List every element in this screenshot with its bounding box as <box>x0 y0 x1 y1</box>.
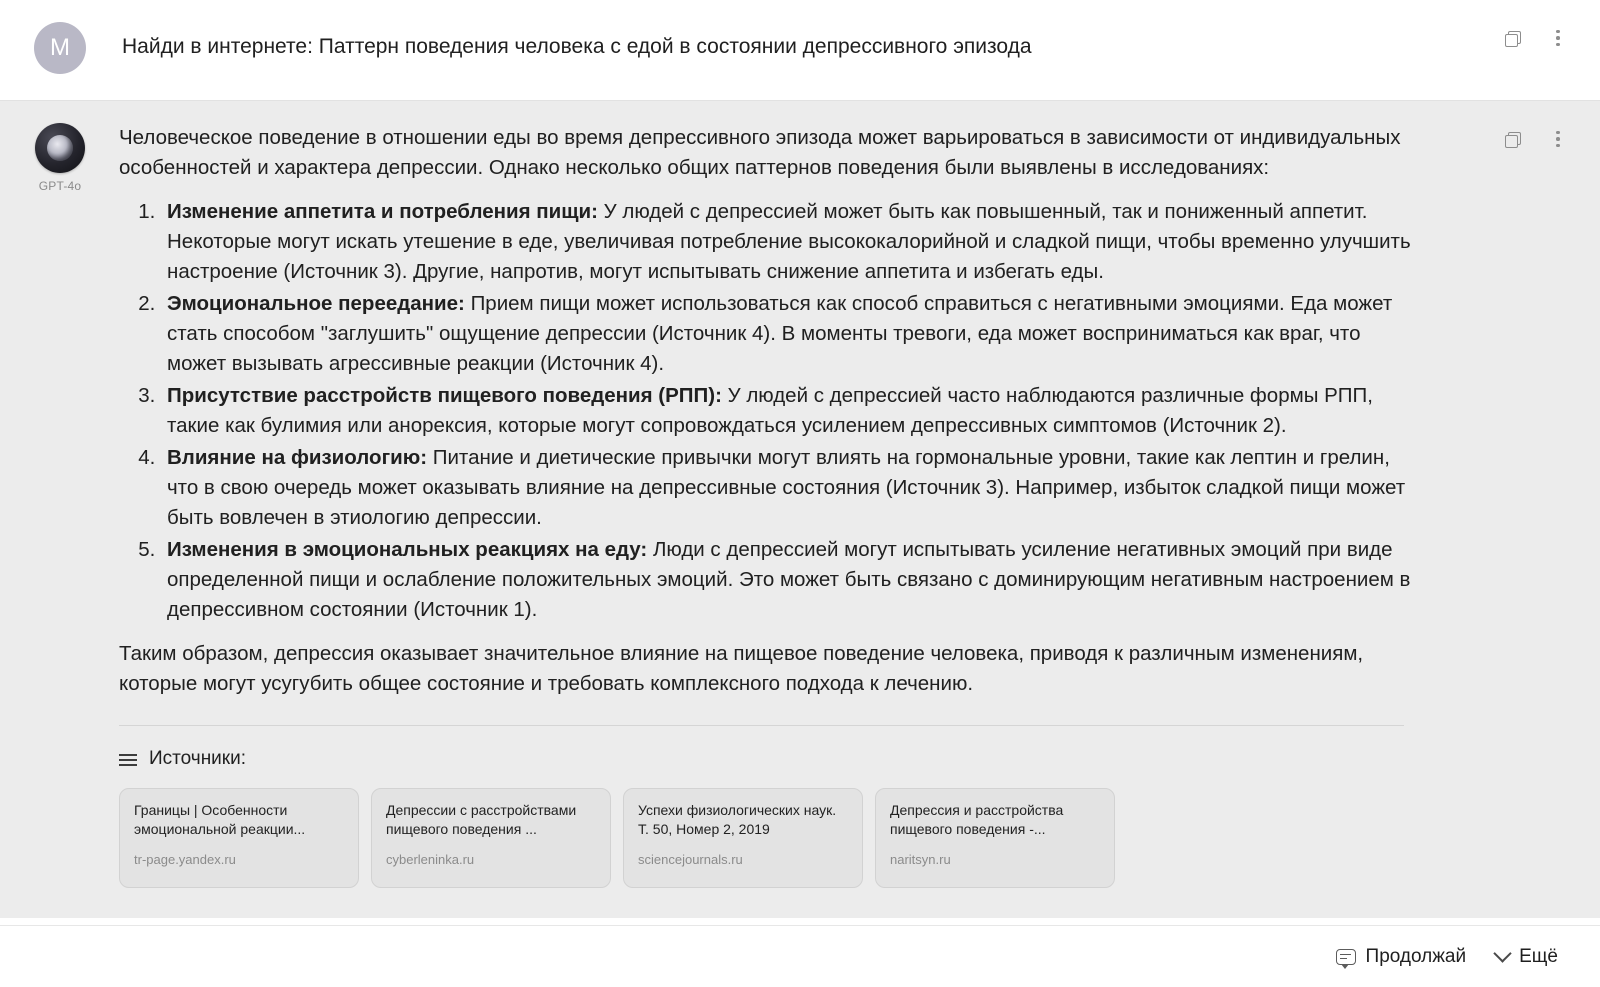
point-body: У людей с депрессией часто наблюдаются различные формы РПП, такие как булимия или анорексия, которые могут сопровождаться усилением депрессивных симптомов (Источник 2). <box>167 384 1373 437</box>
assistant-avatar-icon <box>35 123 85 173</box>
point-title: Изменения в эмоциональных реакциях на еду: <box>167 538 648 561</box>
source-title: Депрессия и расстройства пищевого поведения -... <box>890 802 1064 837</box>
user-message-text: Найди в интернете: Паттерн поведения человека с едой в состоянии депрессивного эпизода <box>122 35 1032 58</box>
source-domain: sciencejournals.ru <box>638 852 743 867</box>
source-card[interactable] <box>875 788 1115 888</box>
source-card[interactable] <box>623 788 863 888</box>
source-card-list <box>119 788 1419 888</box>
continue-label: Продолжай <box>1365 945 1467 967</box>
assistant-points-list <box>119 197 1419 625</box>
assistant-avatar-column <box>29 123 91 193</box>
source-domain: naritsyn.ru <box>890 852 951 867</box>
point-title: Изменение аппетита и потребления пищи: <box>167 200 598 223</box>
point-body: Прием пищи может использоваться как способ справиться с негативными эмоциями. Еда может стать способом "заглушить" ощущение депрессии (Источник 4). В моменты тревоги, еда может восприниматься как враг, что может вызывать агрессивные реакции (Источник 4). <box>167 292 1393 375</box>
source-card[interactable] <box>119 788 359 888</box>
source-card[interactable] <box>371 788 611 888</box>
copy-icon[interactable] <box>1500 127 1524 151</box>
assistant-message-body <box>119 123 1419 888</box>
point-title: Влияние на физиологию: <box>167 446 428 469</box>
avatar: M <box>34 22 86 74</box>
chevron-down-icon <box>1493 944 1511 962</box>
point-title: Эмоциональное переедание: <box>167 292 465 315</box>
source-domain: cyberleninka.ru <box>386 852 475 867</box>
source-title: Депрессии с расстройствами пищевого поведения ... <box>386 802 577 837</box>
point-title: Присутствие расстройств пищевого поведения (РПП): <box>167 384 722 407</box>
kebab-menu-icon[interactable] <box>1546 127 1570 151</box>
sources-heading <box>119 744 1419 774</box>
bottom-action-bar <box>0 925 1600 987</box>
more-label: Ещё <box>1519 945 1558 967</box>
sources-heading-label: Источники: <box>149 748 247 769</box>
user-message-actions <box>1500 26 1570 50</box>
source-title: Успехи физиологических наук. Т. 50, Номер 2, 2019 <box>638 802 837 837</box>
assistant-message-row <box>0 100 1600 918</box>
sources-divider <box>119 725 1404 726</box>
point-body: Люди с депрессией могут испытывать усиление негативных эмоций при виде определенной пищи и ослабление положительных эмоций. Это может быть связано с доминирующим негативным настроением в депрессивном состоянии (Источник 1). <box>167 538 1411 621</box>
chat-bubble-icon <box>1336 949 1356 965</box>
model-label: GPT-4o <box>38 179 82 193</box>
assistant-message-actions <box>1500 127 1570 151</box>
list-item <box>161 197 1419 287</box>
user-message-row <box>0 0 1600 100</box>
source-domain: tr-page.yandex.ru <box>134 852 236 867</box>
list-item <box>161 381 1419 441</box>
continue-button[interactable] <box>1336 946 1467 968</box>
list-item <box>161 443 1419 533</box>
assistant-intro-paragraph: Человеческое поведение в отношении еды во время депрессивного эпизода может варьироваться в зависимости от индивидуальных особенностей и характера депрессии. Однако несколько общих паттернов поведения были выявлены в исследованиях: <box>119 126 1401 179</box>
more-button[interactable] <box>1496 946 1558 968</box>
point-body: Питание и диетические привычки могут влиять на гормональные уровни, такие как лептин и грелин, что в свою очередь может оказывать влияние на депрессивные состояния (Источник 3). Например, избыток сладкой пищи может быть вовлечен в этиологию депрессии. <box>167 446 1406 529</box>
point-body: У людей с депрессией может быть как повышенный, так и пониженный аппетит. Некоторые могут искать утешение в еде, увеличивая потребление высококалорийной и сладкой пищи, чтобы временно улучшить настроение (Источник 3). Другие, напротив, могут испытывать снижение аппетита и избегать еды. <box>167 200 1411 283</box>
source-title: Границы | Особенности эмоциональной реакции... <box>134 802 306 837</box>
assistant-conclusion-paragraph: Таким образом, депрессия оказывает значительное влияние на пищевое поведение человека, приводя к различным изменениям, которые могут усугубить общее состояние и требовать комплексного подхода к лечению. <box>119 642 1364 695</box>
copy-icon[interactable] <box>1500 26 1524 50</box>
kebab-menu-icon[interactable] <box>1546 26 1570 50</box>
list-item <box>161 535 1419 625</box>
list-icon <box>119 751 141 769</box>
list-item <box>161 289 1419 379</box>
